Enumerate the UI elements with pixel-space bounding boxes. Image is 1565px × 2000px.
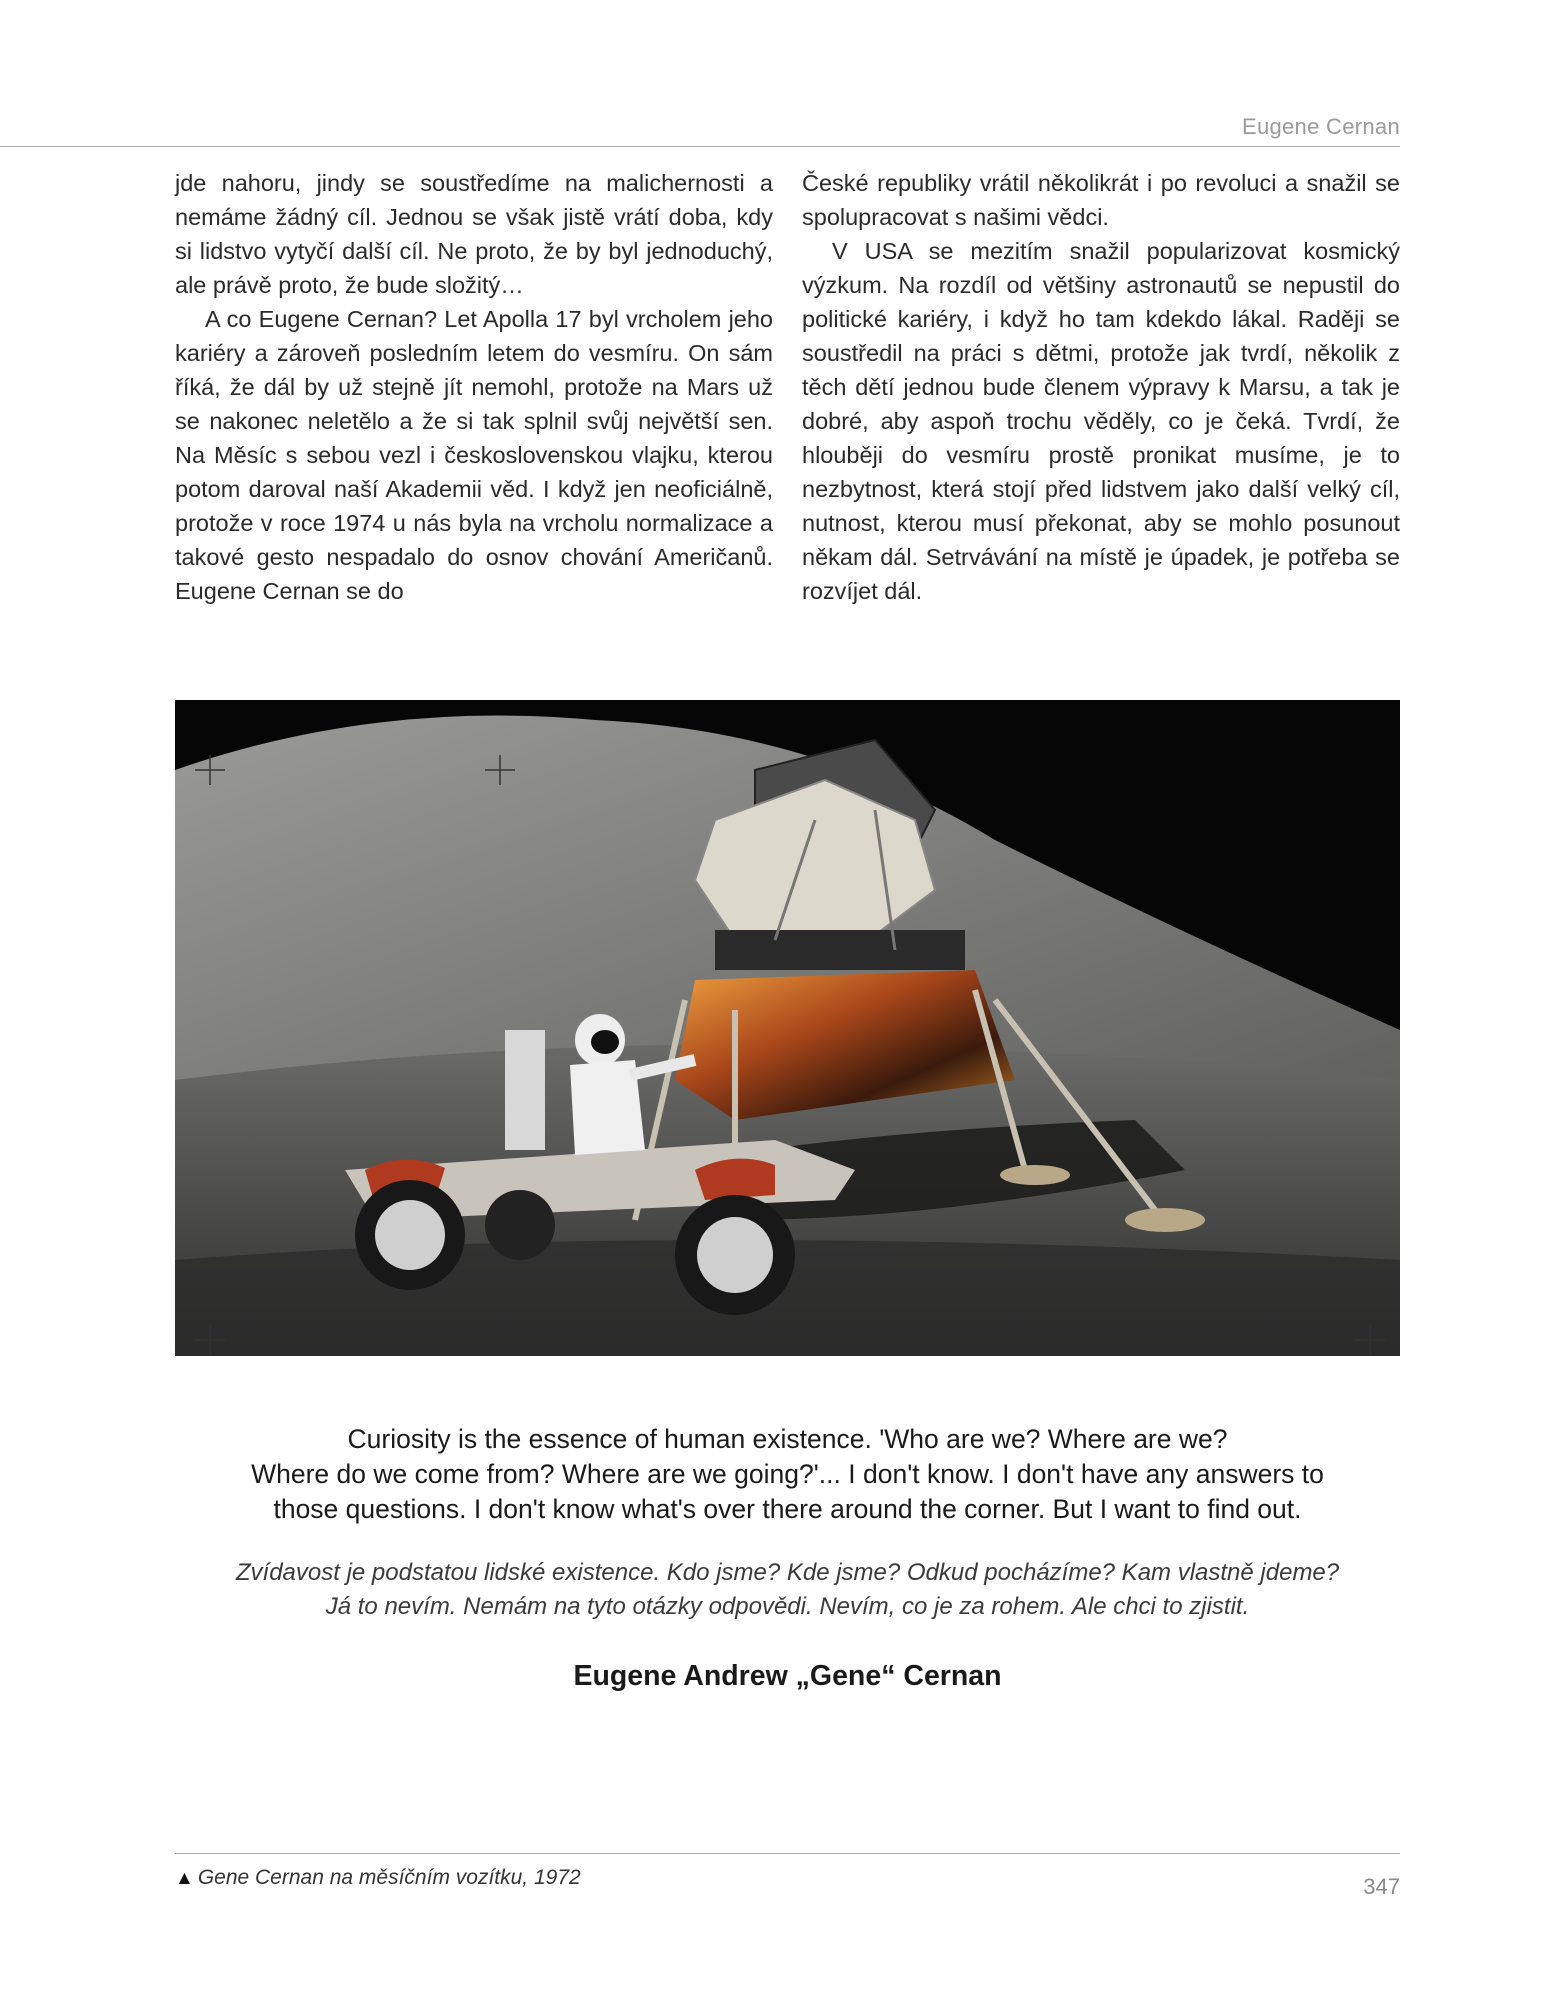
quote-line: Curiosity is the essence of human existence. 'Who are we? Where are we? (347, 1424, 1228, 1454)
photo-caption (175, 1866, 581, 1890)
quote-line: those questions. I don't know what's over there around the corner. But I want to find out. (273, 1494, 1302, 1524)
paragraph: V USA se mezitím snažil popularizovat kosmický výzkum. Na rozdíl od většiny astronautů se nepustil do politické kariéry, i když ho tam kdekdo lákal. Raději se soustředil na práci s dětmi, protože jak tvrdí, několik z těch dětí jednou bude členem výpravy k Marsu, a tak je dobré, aby aspoň trochu věděly, co je čeká. Tvrdí, že hlouběji do vesmíru prostě pronikat musíme, je to nezbytnost, která stojí před lidstvem jako další velký cíl, nutnost, kterou musí překonat, aby se mohlo posunout někam dál. Setrvávání na místě je úpadek, je potřeba se rozvíjet dál. (802, 238, 1400, 604)
running-head: Eugene Cernan (1241, 114, 1400, 139)
body-text (175, 166, 1400, 604)
quote-line: Já to nevím. Nemám na tyto otázky odpovědi. Nevím, co je za rohem. Ale chci to zjistit. (325, 1593, 1250, 1620)
left-column (175, 166, 773, 608)
header-rule (0, 146, 1400, 147)
footer-rule (175, 1853, 1400, 1854)
paragraph: jde nahoru, jindy se soustředíme na malichernosti a nemáme žádný cíl. Jednou se však jistě vrátí doba, kdy si lidstvo vytyčí další cíl. Ne proto, že by byl jednoduchý, ale právě proto, že bude složitý… (175, 170, 773, 298)
right-column (802, 166, 1400, 608)
caption-text: Gene Cernan na měsíčním vozítku, 1972 (197, 1866, 581, 1889)
paragraph: A co Eugene Cernan? Let Apolla 17 byl vrcholem jeho kariéry a zároveň posledním letem do vesmíru. On sám říká, že dál by už stejně jít nemohl, protože na Mars už se nakonec neletělo a že si tak splnil svůj největší sen. Na Měsíc s sebou vezl i československou vlajku, kterou potom daroval naší Akademii věd. I když jen neoficiálně, protože v roce 1974 u nás byla na vrcholu normalizace a takové gesto nespadalo do osnov chování Američanů. Eugene Cernan se do (175, 306, 773, 604)
quote-author: Eugene Andrew „Gene“ Cernan (573, 1660, 1002, 1692)
paragraph: České republiky vrátil několikrát i po revoluci a snažil se spolupracovat s našimi vědci. (802, 170, 1400, 230)
quote-line: Zvídavost je podstatou lidské existence. Kdo jsme? Kde jsme? Odkud pocházíme? Kam vlastně jdeme? (235, 1559, 1340, 1586)
quote-czech (175, 1556, 1400, 1624)
lunar-rover-photo (175, 700, 1400, 1356)
quote-line: Where do we come from? Where are we going?'... I don't know. I don't have any answers to (251, 1459, 1324, 1489)
page-number: 347 (1363, 1874, 1400, 1899)
triangle-up-icon: ▲ (175, 1868, 194, 1889)
quote-english (175, 1422, 1400, 1527)
